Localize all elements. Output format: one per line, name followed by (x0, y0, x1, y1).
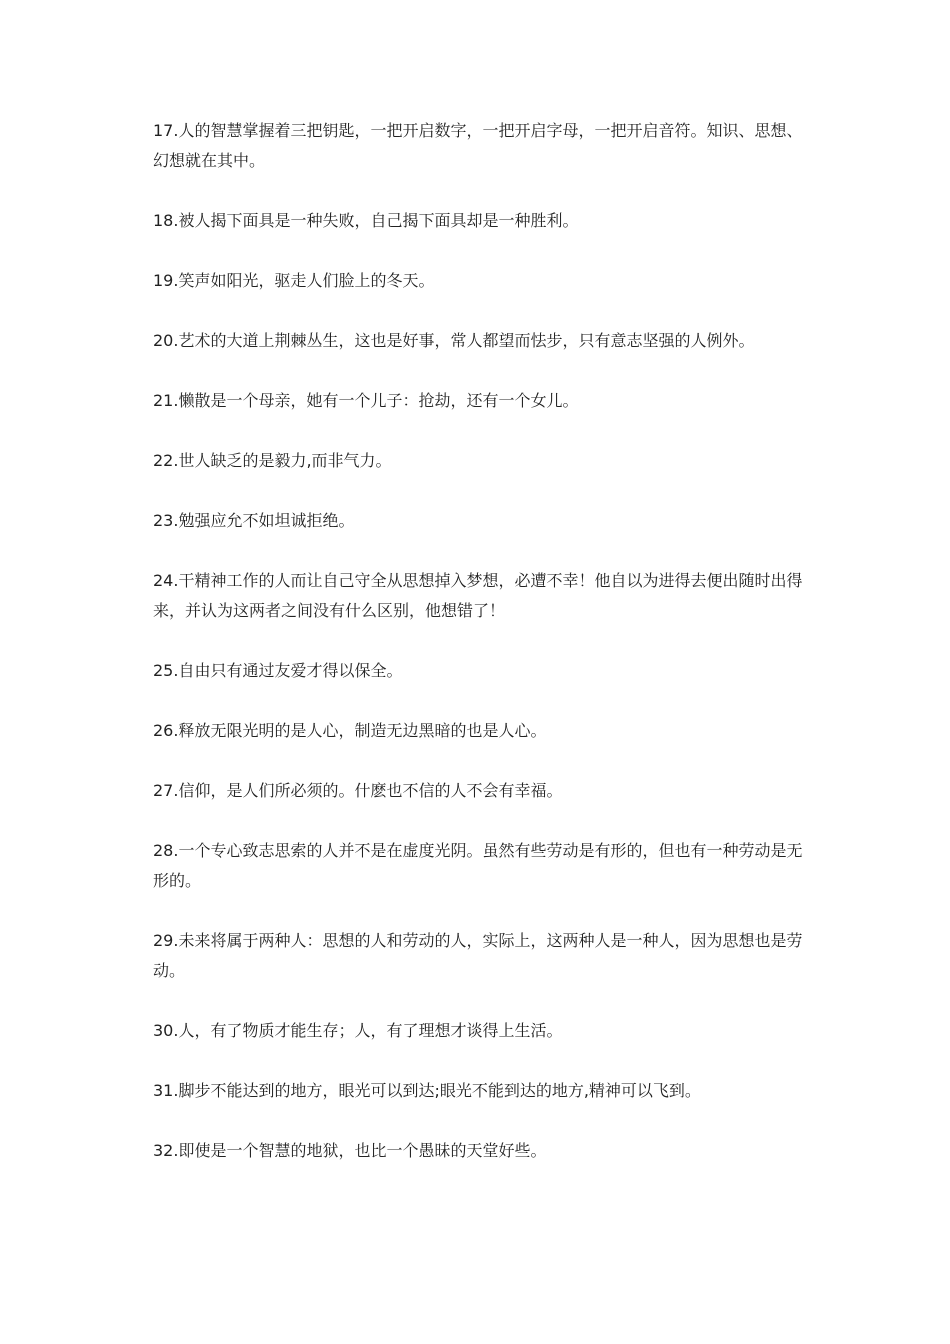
quote-27: 27.信仰，是人们所必须的。什麽也不信的人不会有幸福。 (153, 781, 563, 800)
quote-19: 19.笑声如阳光，驱走人们脸上的冬天。 (153, 271, 435, 290)
quote-31: 31.脚步不能达到的地方，眼光可以到达;眼光不能到达的地方,精神可以飞到。 (153, 1081, 701, 1100)
quote-21: 21.懒散是一个母亲，她有一个儿子：抢劫，还有一个女儿。 (153, 391, 579, 410)
quote-29: 29.未来将属于两种人：思想的人和劳动的人，实际上，这两种人是一种人，因为思想也是劳动。 (153, 931, 803, 980)
quote-list (153, 116, 803, 1196)
quote-28: 28.一个专心致志思索的人并不是在虚度光阴。虽然有些劳动是有形的，但也有一种劳动是无形的。 (153, 841, 803, 890)
quote-17: 17.人的智慧掌握着三把钥匙，一把开启数字，一把开启字母，一把开启音符。知识、思想、幻想就在其中。 (153, 121, 803, 170)
quote-18: 18.被人揭下面具是一种失败，自己揭下面具却是一种胜利。 (153, 211, 579, 230)
quote-30: 30.人，有了物质才能生存；人，有了理想才谈得上生活。 (153, 1021, 563, 1040)
quote-22: 22.世人缺乏的是毅力,而非气力。 (153, 451, 392, 470)
quote-24: 24.干精神工作的人而让自己守全从思想掉入梦想，必遭不幸！他自以为进得去便出随时出得来，并认为这两者之间没有什么区别，他想错了！ (153, 571, 803, 620)
quote-25: 25.自由只有通过友爱才得以保全。 (153, 661, 403, 680)
quote-20: 20.艺术的大道上荆棘丛生，这也是好事，常人都望而怯步，只有意志坚强的人例外。 (153, 331, 755, 350)
quote-32: 32.即使是一个智慧的地狱，也比一个愚昧的天堂好些。 (153, 1141, 547, 1160)
quote-26: 26.释放无限光明的是人心，制造无边黑暗的也是人心。 (153, 721, 547, 740)
quote-23: 23.勉强应允不如坦诚拒绝。 (153, 511, 355, 530)
